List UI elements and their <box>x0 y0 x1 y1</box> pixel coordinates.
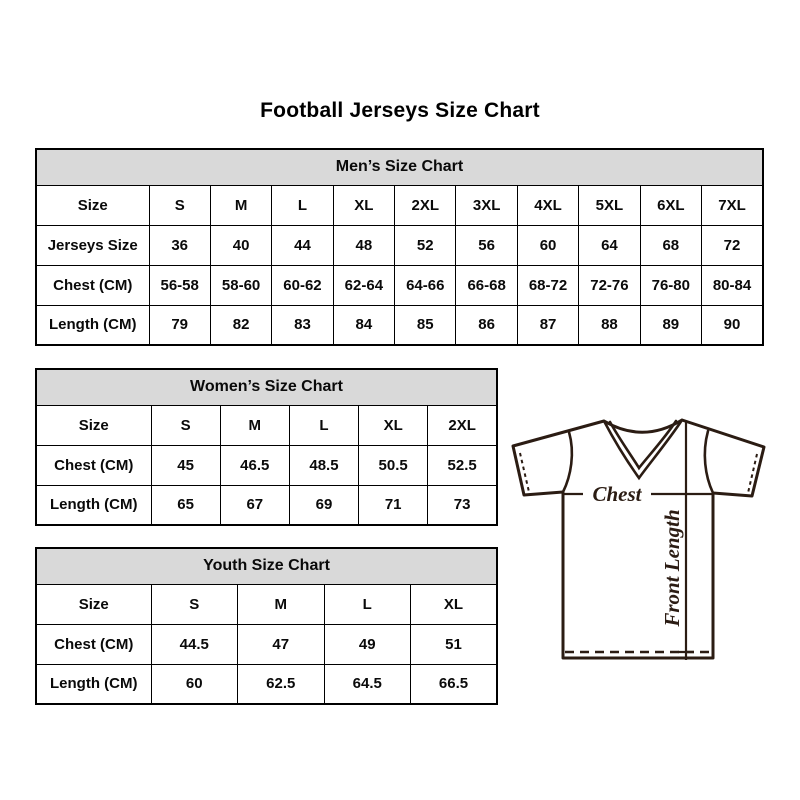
women-cell: 50.5 <box>359 445 428 485</box>
men-cell: 72-76 <box>579 265 640 305</box>
youth-cell: 51 <box>411 624 498 664</box>
men-cell: 4XL <box>517 185 578 225</box>
men-cell: 87 <box>517 305 578 345</box>
women-table-row <box>36 405 497 445</box>
youth-cell: L <box>324 584 411 624</box>
men-cell: 36 <box>149 225 210 265</box>
women-cell: 69 <box>289 485 358 525</box>
men-cell: 60 <box>517 225 578 265</box>
men-cell: 64-66 <box>395 265 456 305</box>
women-row-label: Length (CM) <box>36 485 151 525</box>
youth-cell: S <box>151 584 238 624</box>
womens-size-table <box>35 368 498 526</box>
men-cell: M <box>210 185 271 225</box>
men-cell: 40 <box>210 225 271 265</box>
men-row-label: Length (CM) <box>36 305 149 345</box>
women-cell: 45 <box>151 445 220 485</box>
youth-table-row <box>36 624 497 664</box>
youth-cell: 49 <box>324 624 411 664</box>
men-cell: 44 <box>272 225 333 265</box>
women-table-row <box>36 485 497 525</box>
men-table-header: Men’s Size Chart <box>36 149 763 185</box>
men-table-row <box>36 185 763 225</box>
men-cell: 72 <box>702 225 763 265</box>
youth-cell: M <box>238 584 325 624</box>
men-table-row <box>36 225 763 265</box>
men-cell: 6XL <box>640 185 701 225</box>
women-cell: M <box>220 405 289 445</box>
men-cell: 76-80 <box>640 265 701 305</box>
men-cell: 52 <box>395 225 456 265</box>
men-cell: 89 <box>640 305 701 345</box>
youth-cell: 64.5 <box>324 664 411 704</box>
youth-cell: 66.5 <box>411 664 498 704</box>
youth-row-label: Chest (CM) <box>36 624 151 664</box>
men-cell: 80-84 <box>702 265 763 305</box>
youth-cell: 60 <box>151 664 238 704</box>
women-cell: L <box>289 405 358 445</box>
men-cell: 5XL <box>579 185 640 225</box>
men-cell: 64 <box>579 225 640 265</box>
men-cell: 86 <box>456 305 517 345</box>
youth-row-label: Length (CM) <box>36 664 151 704</box>
men-cell: 2XL <box>395 185 456 225</box>
page-title: Football Jerseys Size Chart <box>260 99 540 122</box>
men-cell: 62-64 <box>333 265 394 305</box>
men-cell: 82 <box>210 305 271 345</box>
youth-cell: 47 <box>238 624 325 664</box>
women-cell: 48.5 <box>289 445 358 485</box>
men-cell: 56-58 <box>149 265 210 305</box>
men-cell: 68 <box>640 225 701 265</box>
women-cell: 73 <box>428 485 497 525</box>
youth-size-table <box>35 547 498 705</box>
women-cell: 52.5 <box>428 445 497 485</box>
women-table-header: Women’s Size Chart <box>36 369 497 405</box>
men-cell: 66-68 <box>456 265 517 305</box>
youth-row-label: Size <box>36 584 151 624</box>
men-cell: 68-72 <box>517 265 578 305</box>
men-cell: 83 <box>272 305 333 345</box>
youth-cell: XL <box>411 584 498 624</box>
men-row-label: Size <box>36 185 149 225</box>
jersey-measurement-diagram <box>503 408 773 680</box>
youth-table-row <box>36 584 497 624</box>
men-cell: 3XL <box>456 185 517 225</box>
women-cell: 65 <box>151 485 220 525</box>
men-cell: S <box>149 185 210 225</box>
women-cell: 2XL <box>428 405 497 445</box>
men-cell: 79 <box>149 305 210 345</box>
men-cell: 58-60 <box>210 265 271 305</box>
men-cell: 60-62 <box>272 265 333 305</box>
women-cell: 71 <box>359 485 428 525</box>
men-cell: 90 <box>702 305 763 345</box>
men-cell: XL <box>333 185 394 225</box>
men-cell: L <box>272 185 333 225</box>
women-cell: 67 <box>220 485 289 525</box>
women-cell: XL <box>359 405 428 445</box>
men-row-label: Jerseys Size <box>36 225 149 265</box>
jersey-outline <box>513 420 764 658</box>
youth-cell: 62.5 <box>238 664 325 704</box>
youth-table-row <box>36 664 497 704</box>
men-cell: 84 <box>333 305 394 345</box>
mens-size-table <box>35 148 764 346</box>
women-row-label: Chest (CM) <box>36 445 151 485</box>
youth-cell: 44.5 <box>151 624 238 664</box>
youth-table-header: Youth Size Chart <box>36 548 497 584</box>
women-cell: 46.5 <box>220 445 289 485</box>
front-length-measure-label: Front Length <box>660 509 684 627</box>
men-table-row <box>36 305 763 345</box>
men-cell: 48 <box>333 225 394 265</box>
women-table-row <box>36 445 497 485</box>
men-cell: 88 <box>579 305 640 345</box>
men-cell: 56 <box>456 225 517 265</box>
men-row-label: Chest (CM) <box>36 265 149 305</box>
women-cell: S <box>151 405 220 445</box>
men-cell: 7XL <box>702 185 763 225</box>
women-row-label: Size <box>36 405 151 445</box>
men-table-row <box>36 265 763 305</box>
men-cell: 85 <box>395 305 456 345</box>
chest-measure-label: Chest <box>592 482 642 506</box>
